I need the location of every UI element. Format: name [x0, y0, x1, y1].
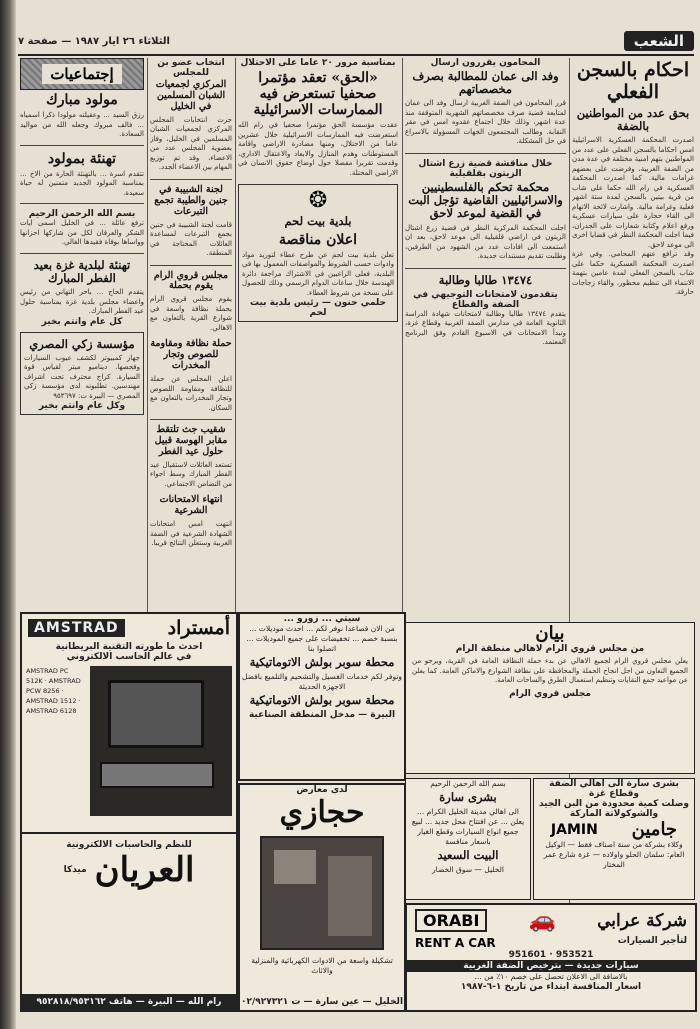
good-news-basmala: بسم الله الرحمن الرحيم: [430, 779, 506, 788]
amstrad-agent: [22, 832, 236, 890]
divider-line: [150, 179, 232, 180]
municipality-emblem-icon: ❂: [308, 188, 328, 214]
eid-body: يتقدم الحاج ... باحر التهاني من رئيس واعضاء مجلس بلدية غزة بمناسبة حلول عيد الفطر المبارك.: [20, 288, 144, 316]
orabi-rent: RENT A CAR: [415, 936, 496, 950]
divider-line: [150, 419, 232, 420]
results-body: يتقدم ١٣٤٧٤ طالبا وطالبة لامتحانات شهادة الدراسة الثانوية العامة في مدارس الضفة الغربية وقطاع غزة، وتبدأ الامتحانات في الاسبوع القادم وفق البرنامج المعتمد.: [405, 309, 566, 347]
thanks-title: بسم الله الرحمن الرحيم: [28, 209, 136, 220]
tv-icon: [274, 850, 316, 884]
bethlehem-title: بلدية بيت لحم: [284, 214, 352, 229]
superpolish-body: من الان فصاعدا نوفر لكم ... احدث موديلات ... بنسبة خصم ... تخفيضات على جميع الموديلات ... اتصلوا بنا: [246, 624, 398, 653]
column-4: [150, 58, 232, 618]
superpolish-kicker: سيتي ... زورو ...: [283, 614, 361, 624]
village-body: يقوم مجلس قروي الرام بحملة نظافة واسعة في شوارع القرية بالتعاون مع الاهالي.: [150, 295, 232, 332]
newspaper-brand: الشعب: [624, 31, 694, 51]
hijazi-kicker: لدى معارض: [296, 785, 348, 795]
divider-line: [150, 265, 232, 266]
jamin-body: وصلت كمية محدودة من البن الجيد والشوكولاتة الماركة: [538, 799, 690, 819]
youth-kicker: انتخاب عضو بن للمجلس: [157, 58, 225, 78]
divider-line: [405, 153, 566, 154]
social-banner-title: إجتماعيات: [42, 64, 121, 84]
hijazi-body: تشكيلة واسعة من الادوات الكهربائية والمنزلية والاثاث: [251, 956, 393, 975]
hijazi-ad: [238, 783, 406, 1012]
amstrad-ad: [20, 612, 238, 1012]
results-subheadline: يتقدمون لامتحانات التوجيهي في الضفة والقطاع: [413, 289, 558, 310]
jamin-brand-en: JAMIN: [550, 821, 598, 838]
bayan-notice: [405, 622, 695, 774]
lawyers-headline: وفد الى عمان للمطالبة بصرف مخصصاتهم: [412, 69, 559, 97]
lawyers-body: قرر المحامون في الضفة الغربية ارسال وفد الى عمان لمتابعة قضية صرف مخصصاتهم الشهرية المتوقفة منذ عدة اشهر، وذلك خلال اجتماع عقدوه امس في مقر النقابة. وطالب المجتمعون الجهات المسؤولة بالاسراع في حل المشكلة.: [405, 99, 566, 146]
orabi-dates: اسعار المنافسة ابتداء من تاريخ ١-٦-١٩٨٧: [460, 982, 642, 992]
zaki-sign: وكل عام وانتم بخير: [38, 401, 126, 412]
anniversary-body: عقدت مؤسسة الحق مؤتمرا صحفيا في رام الله استعرضت فيه الممارسات الاسرائيلية خلال عشرين عاما من الاحتلال، ومنها مصادرة الاراضي واقامة المستوطنات وهدم المنازل والابعاد والاعتقال الاداري، وقدمت تقريرا مفصلا حول اوضاع حقوق الانسان في الاراضي المحتلة.: [238, 121, 398, 177]
car-icon: 🚗: [528, 908, 556, 933]
school-article: [150, 425, 232, 489]
tawjihi-body: انتهت امس امتحانات الشهادة الشرعية في الضفة الغربية وستعلن النتائج قريبا.: [150, 520, 232, 548]
superpolish-title2: محطة سوبر بولش الاتوماتيكية: [249, 693, 395, 708]
orabi-tagline: لتأجير السيارات: [617, 936, 687, 946]
zaytoun-body: اجلت المحكمة المركزية النظر في قضية زرع اشتال الزيتون في اراضي قلقيلية الى موعد لاحق، بعد ان استمعت الى افادات عدد من الشهود من الطرفين، وطلبت تقديم مستندات جديدة.: [405, 223, 566, 261]
good-news-footer: الخليل — سوق الخضار: [432, 865, 504, 875]
congrats-body: تتقدم اسرة ... بالتهنئة الحارة من الاخ ... بمناسبة المولود الجديد متمنين له حياة سعيدة.: [20, 169, 144, 197]
hijazi-footer: الخليل — عين سارة — ت ٠٢/٩٢٧٣٢١: [240, 997, 404, 1007]
orabi-offer: بالاضافة الى الاعلان تحصل على خصم ١٠٪ من ...: [474, 972, 628, 981]
jenin-headline: لجنة الشبيبة في جنين والطيبة تجمع التبرعات: [154, 183, 228, 217]
bayan-sign: مجلس قروي الرام: [509, 688, 591, 699]
tawjihi-article: [150, 495, 232, 548]
amstrad-logo-en: AMSTRAD: [28, 619, 125, 637]
results-headline: ١٣٤٧٤ طالبا وطالبة: [438, 272, 533, 287]
youth-article: [150, 58, 232, 173]
jenin-body: قامت لجنة الشبيبة في جنين بجمع التبرعات لمساعدة العائلات المحتاجة في المنطقة.: [150, 220, 232, 258]
orabi-banner: سيارات جديدة — بترخيص الضفة الغربية: [407, 960, 695, 972]
thanks-body: ترفع عائلة ... في الخليل اسمى ايات الشكر والعرفان لكل من شاركها احزانها وواساها بوفاة فقيدها الغالي.: [20, 219, 144, 247]
amstrad-products: [22, 662, 236, 820]
school-body: تستعد العائلات لاستقبال عيد الفطر المبارك وسط اجواء من التضامن الاجتماعي.: [150, 460, 232, 488]
lead-headline: احكام بالسجن الفعلي: [576, 59, 690, 103]
bayan-title: بيان: [535, 623, 565, 644]
orabi-logo-ar: شركة عرابي: [597, 910, 687, 931]
clean-headline: حملة نظافة ومقاومة للصوص وتجار المخدرات: [150, 338, 232, 372]
village-article: [150, 271, 232, 334]
anniversary-article: [238, 58, 398, 178]
column-5: [20, 58, 144, 608]
furniture-image: [260, 836, 384, 950]
zaytoun-headline: محكمة تحكم بالفلسطينيين والاسرائيليين القاضية تؤجل البت في القضية لموعد لاحق: [408, 179, 563, 221]
divider-line: [20, 253, 144, 254]
bayan-subtitle: من مجلس قروي الرام لاهالي منطقة الرام: [455, 644, 645, 654]
tawjihi-headline: انتهاء الامتحانات الشرعية: [159, 494, 223, 517]
good-news-title2: البيت السعيد: [437, 848, 499, 863]
superpolish-address: البيرة — مدخل المنطقة الصناعية: [248, 710, 396, 721]
jenin-article: [150, 185, 232, 259]
amstrad-line2: في عالم الحاسب الالكتروني: [66, 652, 192, 662]
column-3: [238, 58, 398, 618]
jamin-ad: [533, 778, 695, 900]
bayan-body: يعلن مجلس قروي الرام لجميع الاهالي عن بدء حملة النظافة العامة في القرية، ويرجو من الجميع التعاون من اجل انجاح الحملة والمحافظة على نظافة الشوارع والاماكن العامة. كما يعلن عن مواعيد جمع النفايات وتنظيم استعمال الطرق والساحات العامة.: [412, 657, 688, 684]
orabi-phones: 953521 · 951601: [508, 950, 594, 960]
bethlehem-body: تعلن بلدية بيت لحم عن طرح عطاء لتوريد مواد وادوات حسب الشروط والمواصفات المعمول بها في البلدية، فعلى الراغبين في الاشتراك مراجعة دائرة الهندسة خلال ساعات الدوام الرسمي وذلك للحصول على نسخة من شروط العطاء.: [242, 250, 394, 297]
superpolish-ad: [238, 612, 406, 781]
amstrad-agent-sub: للنظم والحاسبات الالكترونية: [66, 840, 192, 850]
clean-body: اعلن المجلس عن حملة للنظافة ومقاومة اللصوص وتجار المخدرات بالتعاون مع السكان.: [150, 375, 232, 412]
amstrad-agent-name: العريان: [94, 850, 195, 890]
school-headline: شقيب جث تلتقط مقابر الهوسة قبيل حلول عيد الفطر: [154, 424, 228, 457]
lead-article: [572, 60, 694, 298]
orabi-ad: [405, 903, 697, 1012]
column-divider: [147, 58, 148, 618]
zaki-ad: [20, 332, 144, 416]
jamin-kicker: بشرى سارة الى اهالي الضفة وقطاع غزة: [549, 779, 679, 799]
amstrad-header: [22, 614, 236, 642]
results-article: [405, 274, 566, 348]
good-news-title: بشرى سارة: [439, 790, 497, 804]
jamin-agents: وكلاء بشركة من سنة اصناف فقط — الوكيل العام: سلمان الحلو واولاده — غزة شارع عمر المختار: [543, 840, 685, 869]
lead-subheadline: بحق عدد من المواطنين بالضفة: [576, 105, 690, 133]
anniversary-kicker: بمناسبة مرور ٢٠ عاما على الاحتلال: [240, 58, 396, 68]
monitor-icon: [108, 680, 204, 748]
amstrad-agent-tag: ميدكا: [63, 865, 87, 875]
youth-headline: المركزي لجمعيات الشبان المسلمين في الخليل: [155, 79, 227, 112]
column-divider: [402, 58, 403, 618]
orabi-logo-en: ORABI: [415, 909, 487, 932]
birth-title: مولود مبارك: [46, 92, 118, 108]
congrats-title: تهنئة بمولود: [47, 150, 117, 167]
lawyers-kicker: المحامون يقررون ارسال: [430, 58, 541, 68]
jamin-brand-ar: جامين: [631, 819, 678, 840]
amstrad-address: رام الله — البيرة — هاتف ٩٥٢٨١٨/٩٥٣١٦٢: [22, 994, 236, 1010]
zaytoun-article: [405, 159, 566, 262]
column-divider: [235, 58, 236, 618]
divider-line: [20, 203, 144, 204]
village-headline: مجلس قروي الرام يقوم بحملة: [153, 269, 229, 292]
cabinet-icon: [328, 856, 372, 936]
youth-body: جرت انتخابات المجلس المركزي لجمعيات الشبان المسلمين في الخليل، وفاز بعضوية المجلس عدد من الاعضاء، وقد تم توزيع المهام بين الاعضاء الجدد.: [150, 115, 232, 172]
amstrad-line1: احدث ما طورته التقنية البريطانية: [55, 642, 203, 652]
zaki-body: جهاز كمبيوتر لكشف عيوب السيارات وفحصها. ديناميو ميتر لقياس قوة السيارة. كراج محترف تحت اشراف مهندسين. تطلبونه لدى مؤسسة زكي المصري — البيرة ت: ٩٥٣٦٩٧: [24, 353, 140, 400]
superpolish-title: محطة سوبر بولش الاتوماتيكية: [249, 655, 395, 669]
amstrad-specs: AMSTRAD PC 512K · AMSTRAD PCW 8256 · AMSTRAD 1512 · AMSTRAD 6128: [26, 667, 81, 715]
amstrad-logo-ar: أمستراد: [167, 617, 230, 639]
zaki-title: مؤسسة زكي المصري: [29, 336, 135, 351]
eid-title: تهنئة لبلدية غزة بعيد الفطر المبارك: [33, 257, 131, 285]
lawyers-article: [405, 58, 566, 147]
superpolish-body2: وتوفر لكم خدمات الغسيل والتشحيم والتلميع بافضل الاجهزة الحديثة: [241, 672, 403, 692]
bethlehem-signature: حلمي حنون — رئيس بلدية بيت لحم: [249, 298, 387, 319]
hijazi-brand: حجازي: [279, 795, 365, 830]
keyboard-icon: [100, 762, 214, 788]
column-2: [405, 58, 566, 618]
clean-article: [150, 339, 232, 413]
computer-image: [90, 666, 232, 816]
eid-sign: كل عام وانتم بخير: [41, 316, 123, 327]
issue-date: الثلاثاء ٢٦ ايار ١٩٨٧ — صفحة ٧: [18, 35, 170, 47]
lead-body: اصدرت المحكمة العسكرية الاسرائيلية امس احكاما بالسجن الفعلي على عدد من المواطنين بتهم امنية مختلفة في عدة مدن من الضفة الغربية، وفرضت على بعضهم غرامات مالية. كما اصدرت المحكمة العسكرية في رام الله حكما على شاب من قرية بيتين بالسجن لمدة ستة اشهر فعلية وغرامة مالية. واشارت لائحة الاتهام الى القاء حجارة على سيارات عسكرية ورفع اعلام وكتابة شعارات على الجدران، فيما اجلت المحكمة النظر في قضايا اخرى الى موعد لاحق.: [572, 136, 694, 249]
good-news-body: الى اهالي مدينة الخليل الكرام ... يعلن ... عن افتتاح محل جديد ... لبيع جميع انواع السيارات وقطع الغيار باسعار منافسة: [411, 807, 525, 847]
anniversary-headline: «الحق» تعقد مؤتمرا صحفيا تستعرض فيه الممارسات الاسرائيلية: [253, 70, 383, 119]
birth-body: رزق السيد ... وعقيلته مولودا ذكرا اسمياه ... فالف مبروك وجعله الله من مواليد السعادة.: [20, 111, 144, 139]
page-header: [18, 28, 694, 56]
bethlehem-tender-box: [238, 184, 398, 322]
good-news-ad: [405, 778, 531, 900]
social-banner: [20, 58, 144, 90]
divider-line: [20, 145, 144, 146]
zaytoun-kicker: خلال مناقشة قضية زرع اشتال الزيتون بقلقيلية: [418, 158, 553, 179]
lead-continued: وقد ترافع عنهم المحامي. وفي غزة اصدرت المحكمة العسكرية حكما على شاب بالسجن الفعلي لمدة عامين بتهمة الانتماء الى تنظيم محظور، والقاء زجاجات حارقة.: [572, 250, 694, 297]
page-spine: [0, 0, 16, 1029]
bethlehem-subtitle: اعلان مناقصة: [278, 231, 358, 248]
divider-line: [405, 268, 566, 269]
